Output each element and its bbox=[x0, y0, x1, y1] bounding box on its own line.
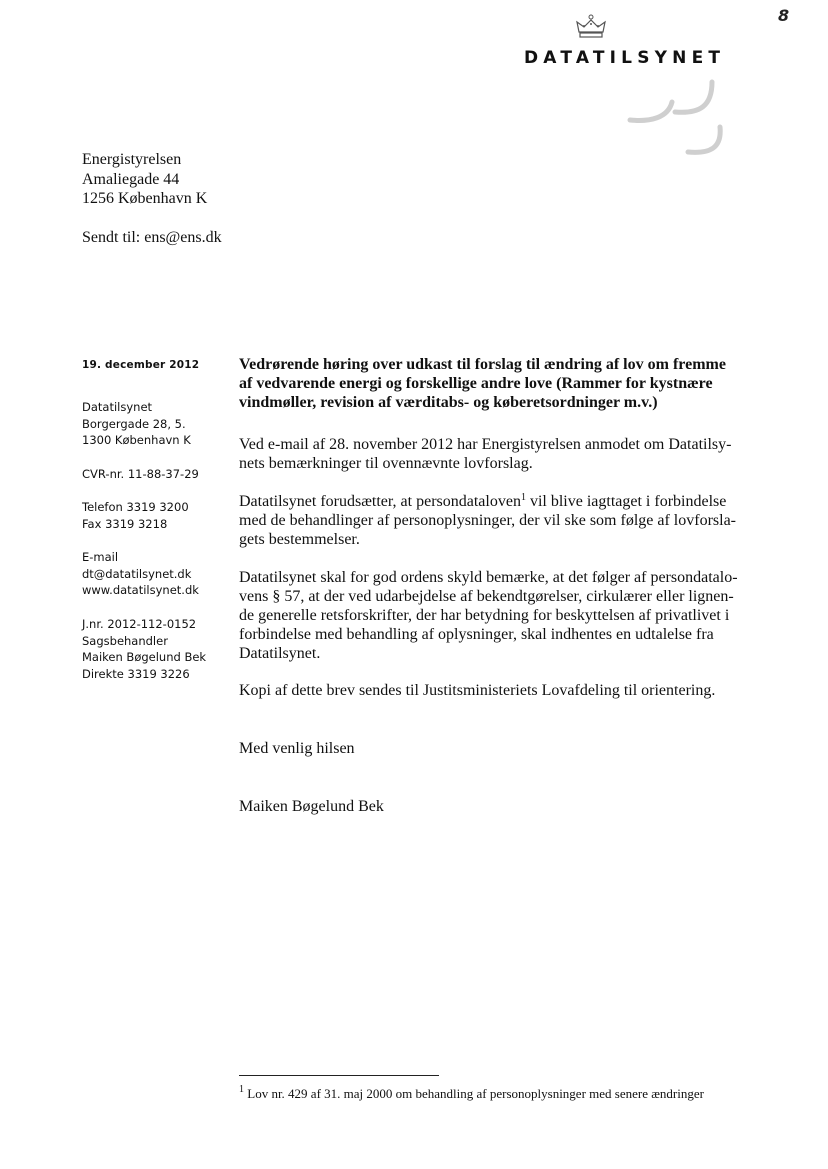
website: www.datatilsynet.dk bbox=[82, 583, 199, 597]
paragraph-2 bbox=[239, 492, 759, 549]
paragraph-line: Datatilsynet. bbox=[239, 645, 321, 662]
paragraph-line: vens § 57, at der ved udarbejdelse af bekendtgørelser, cirkulærer eller lignen- bbox=[239, 588, 734, 605]
closing-greeting: Med venlig hilsen bbox=[239, 740, 355, 757]
paragraph-line: nets bemærkninger til ovennævnte lovforslag. bbox=[239, 455, 533, 472]
paragraph-line: Datatilsynet skal for god ordens skyld bemærke, at det følger af persondatalo- bbox=[239, 569, 738, 586]
letter-subject bbox=[239, 355, 759, 412]
email-label: E-mail bbox=[82, 550, 119, 564]
case-handler-name: Maiken Bøgelund Bek bbox=[82, 650, 207, 664]
brand-wordmark: DATATILSYNET bbox=[524, 48, 726, 68]
paragraph-3 bbox=[239, 568, 759, 663]
paragraph-4: Kopi af dette brev sendes til Justitsministeriets Lovafdeling til orientering. bbox=[239, 682, 716, 699]
paragraph-line: gets bestemmelser. bbox=[239, 531, 360, 548]
direct-phone: Direkte 3319 3226 bbox=[82, 666, 190, 681]
case-handler-label: Sagsbehandler bbox=[82, 633, 168, 648]
sender-line: 1300 København K bbox=[82, 433, 191, 447]
paragraph-line: Ved e-mail af 28. november 2012 har Energistyrelsen anmodet om Datatilsy- bbox=[239, 436, 732, 453]
phone-line: Telefon 3319 3200 bbox=[82, 500, 189, 514]
swoosh-decoration-icon bbox=[620, 72, 740, 162]
subject-line: af vedvarende energi og forskellige andre love (Rammer for kystnære bbox=[239, 375, 713, 392]
sender-address bbox=[82, 399, 191, 449]
recipient-line: Energistyrelsen bbox=[82, 151, 182, 168]
case-number: J.nr. 2012-112-0152 bbox=[82, 617, 197, 631]
email-block bbox=[82, 549, 199, 599]
footnote-divider bbox=[239, 1075, 439, 1076]
sender-line: Datatilsynet bbox=[82, 400, 153, 414]
page-mark: 8 bbox=[778, 6, 790, 25]
footnote bbox=[239, 1086, 704, 1102]
cvr-number: CVR-nr. 11-88-37-29 bbox=[82, 467, 199, 481]
paragraph-text: Datatilsynet forudsætter, at persondataloven bbox=[239, 493, 521, 510]
recipient-line: 1256 København K bbox=[82, 190, 208, 207]
footnote-number: 1 bbox=[239, 1084, 244, 1095]
paragraph-line: forbindelse med behandling af oplysninger, skal indhentes en udtalelse fra bbox=[239, 626, 714, 643]
subject-line: vindmøller, revision af værditabs- og køberetsordninger m.v.) bbox=[239, 394, 658, 411]
recipient-line: Amaliegade 44 bbox=[82, 170, 180, 188]
footnote-text: Lov nr. 429 af 31. maj 2000 om behandling af personoplysninger med senere ændringer bbox=[244, 1086, 704, 1101]
letter-date: 19. december 2012 bbox=[82, 359, 200, 371]
case-block bbox=[82, 616, 206, 682]
paragraph-line: de generelle retsforskrifter, der har betydning for beskyttelsen af privatlivet i bbox=[239, 607, 730, 624]
fax-line: Fax 3319 3218 bbox=[82, 516, 168, 531]
recipient-address bbox=[82, 150, 207, 209]
paragraph-line bbox=[239, 492, 759, 511]
sent-to-line: Sendt til: ens@ens.dk bbox=[82, 229, 222, 246]
signature-name: Maiken Bøgelund Bek bbox=[239, 798, 384, 815]
email-address: dt@datatilsynet.dk bbox=[82, 566, 192, 581]
phone-block bbox=[82, 499, 189, 532]
sender-line: Borgergade 28, 5. bbox=[82, 416, 186, 431]
paragraph-text: vil blive iagttaget i forbindelse bbox=[525, 493, 727, 510]
crown-icon bbox=[575, 14, 607, 40]
subject-line: Vedrørende høring over udkast til forslag til ændring af lov om fremme bbox=[239, 356, 726, 373]
paragraph-line: med de behandlinger af personoplysninger, der vil ske som følge af lovforsla- bbox=[239, 512, 736, 529]
footnote-reference[interactable]: 1 bbox=[520, 492, 526, 503]
paragraph-1 bbox=[239, 435, 759, 473]
